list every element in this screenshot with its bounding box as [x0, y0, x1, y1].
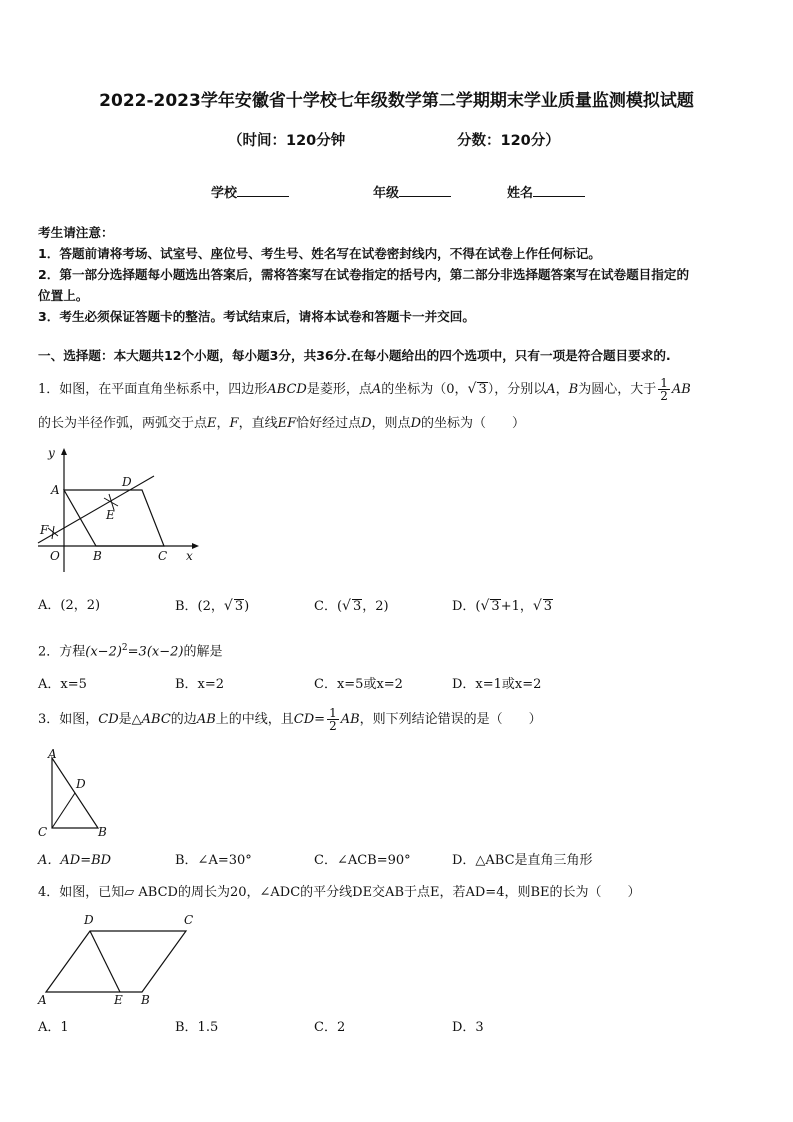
fig3-label-a: A: [48, 748, 57, 761]
question-4-figure: [34, 910, 204, 1010]
section-heading: 一、选择题：本大题共12个小题，每小题3分，共36分.在每小题给出的四个选项中，只有一项是符合题目要求的.: [38, 348, 671, 363]
option-b[interactable]: B．(2，√ 3): [175, 598, 250, 614]
question-1-line-1: 1．如图，在平面直角坐标系中，四边形ABCD是菱形，点A的坐标为（0，√ 3），分别以A，B为圆心，大于 $\frac{1}{2}$ AB: [38, 376, 691, 403]
sqrt-icon: √: [532, 598, 542, 614]
fraction-half: $\frac{1}{2}$: [329, 706, 337, 733]
name-label: 姓名: [507, 186, 534, 201]
fig1-label-y: y: [48, 446, 55, 460]
fig1-label-a: A: [51, 483, 60, 497]
option-d[interactable]: D．3: [452, 1020, 484, 1035]
page-title: 2022-2023学年安徽省十学校七年级数学第二学期期末学业质量监测模拟试题: [99, 91, 694, 111]
notice-block: [38, 222, 763, 327]
option-b[interactable]: B．∠A=30°: [175, 853, 252, 868]
fig1-label-b: B: [93, 549, 102, 563]
fig4-label-d: D: [84, 913, 94, 927]
question-1-line-2: 的长为半径作弧，两弧交于点E，F，直线EF恰好经过点D，则点D的坐标为（ ）: [38, 416, 526, 431]
notice-item: 3．考生必须保证答题卡的整洁。考试结束后，请将本试卷和答题卡一并交回。: [38, 309, 475, 324]
fraction-half: $\frac{1}{2}$: [660, 376, 668, 403]
fig4-label-e: E: [114, 993, 123, 1007]
option-c[interactable]: C．2: [314, 1020, 346, 1035]
name-blank: [533, 184, 585, 197]
fig3-label-b: B: [98, 825, 107, 839]
fig1-label-o: O: [50, 549, 60, 563]
option-c[interactable]: C．x=5或x=2: [314, 677, 403, 692]
grade-label: 年级: [373, 186, 400, 201]
option-b[interactable]: B．1.5: [175, 1020, 219, 1035]
notice-item: 位置上。: [38, 288, 89, 303]
option-a[interactable]: A．(2，2): [38, 598, 101, 613]
exam-score: 分数：120分）: [457, 133, 560, 149]
notice-item: 2．第一部分选择题每小题选出答案后，需将答案写在试卷指定的括号内，第二部分非选择题答案写在试卷题目指定的: [38, 267, 690, 282]
exam-time: （时间：120分钟: [228, 133, 346, 149]
fig4-label-c: C: [184, 913, 194, 927]
question-3: 3．如图，CD是△ABC的边AB上的中线，且CD= $\frac{1}{2}$ AB，则下列结论错误的是（ ）: [38, 706, 542, 733]
option-c[interactable]: C．(√ 3，2): [314, 598, 389, 614]
school-field: [211, 182, 289, 201]
notice-heading: 考生请注意：: [38, 225, 114, 240]
option-a[interactable]: A．x=5: [38, 677, 87, 692]
notice-item: 1．答题前请将考场、试室号、座位号、考生号、姓名写在试卷密封线内，不得在试卷上作任何标记。: [38, 246, 601, 261]
fig1-label-x: x: [186, 549, 193, 563]
fig3-label-c: C: [38, 825, 48, 839]
sqrt-icon: √: [480, 598, 490, 614]
sqrt-icon: √: [223, 598, 233, 614]
fig1-label-d: D: [122, 475, 132, 489]
fig1-label-f: F: [40, 523, 49, 537]
option-a[interactable]: A．1: [38, 1020, 69, 1035]
question-4: 4．如图，已知▱ ABCD的周长为20，∠ADC的平分线DE交AB于点E，若AD=4，则BE的长为（ ）: [38, 885, 641, 900]
option-d[interactable]: D．(√ 3+1，√ 3: [452, 598, 553, 614]
option-c[interactable]: C．∠ACB=90°: [314, 853, 411, 868]
option-d[interactable]: D．x=1或x=2: [452, 677, 542, 692]
sqrt-icon: √: [467, 381, 477, 397]
name-field: [507, 182, 585, 201]
school-label: 学校: [211, 186, 238, 201]
fig4-label-b: B: [141, 993, 150, 1007]
option-a[interactable]: A．AD=BD: [38, 853, 112, 868]
fig4-label-a: A: [38, 993, 47, 1007]
option-d[interactable]: D．△ABC是直角三角形: [452, 853, 593, 868]
school-blank: [237, 184, 289, 197]
option-b[interactable]: B．x=2: [175, 677, 225, 692]
question-1-figure: [34, 446, 204, 578]
question-2: 2．方程$(x-2)^2=3(x-2)$的解是: [38, 643, 223, 660]
grade-field: [373, 182, 451, 201]
grade-blank: [399, 184, 451, 197]
question-3-figure: [34, 748, 124, 840]
fig1-label-e: E: [106, 508, 115, 522]
fig1-label-c: C: [158, 549, 168, 563]
sqrt-icon: √: [342, 598, 351, 614]
fig3-label-d: D: [76, 777, 86, 791]
